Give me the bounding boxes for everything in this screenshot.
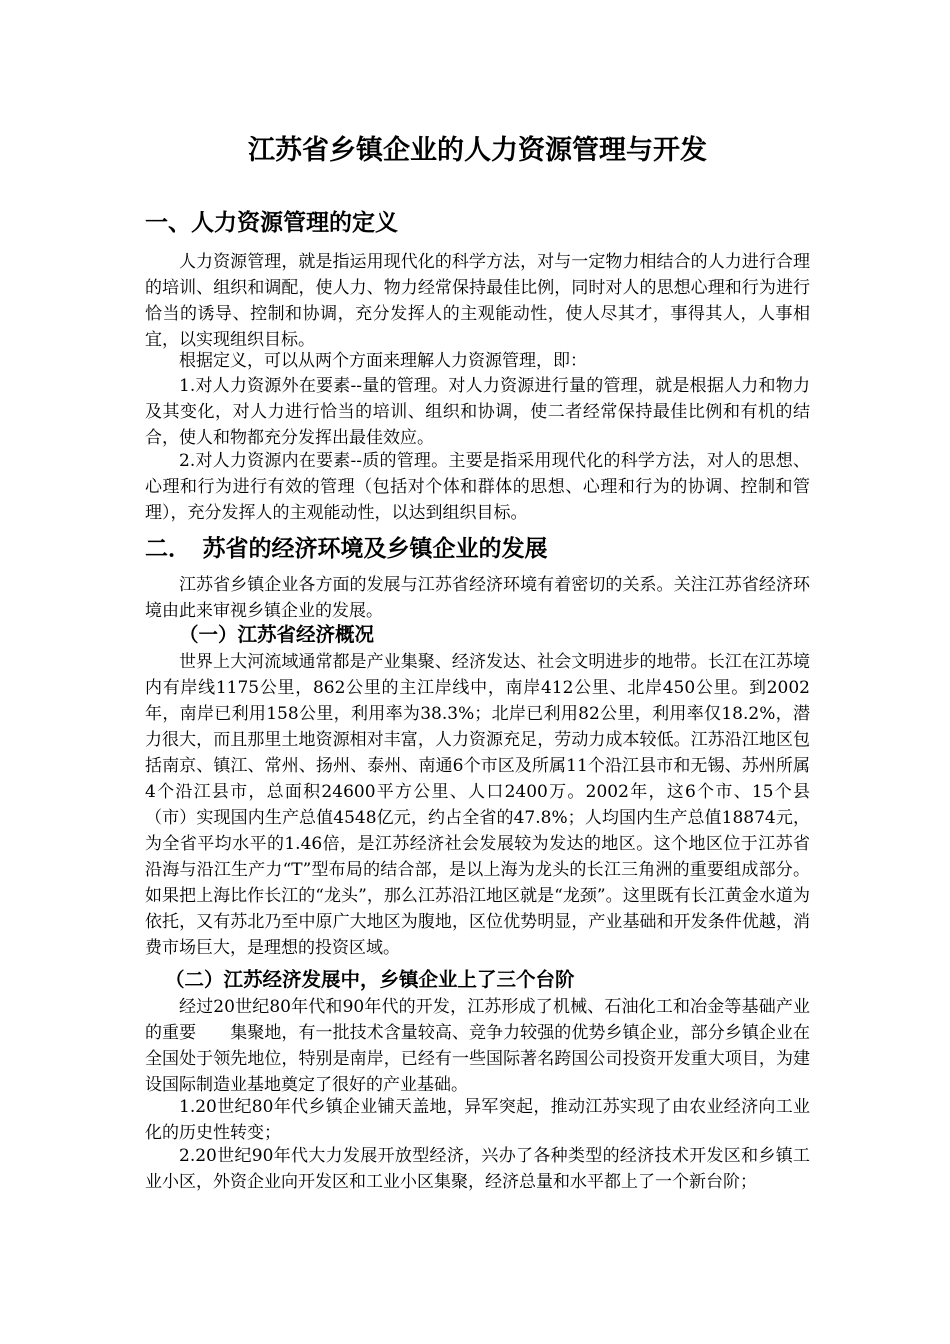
section-1-paragraph-4: 2.对人力资源内在要素--质的管理。主要是指采用现代化的科学方法，对人的思想、心理和行为进行有效的管理（包括对个体和群体的思想、心理和行为的协调、控制和管理），充分发挥人的主观能动性，以达到组织目标。 <box>145 451 810 523</box>
subsection-1-paragraph: 世界上大河流域通常都是产业集聚、经济发达、社会文明进步的地带。长江在江苏境内有岸线1175公里，862公里的主江岸线中，南岸412公里、北岸450公里。到2002年，南岸已利用158公里，利用率为38.3%；北岸已利用82公里，利用率仅18.2%，潜力很大，而且那里土地资源相对丰富，人力资源充足，劳动力成本较低。江苏沿江地区包括南京、镇江、常州、扬州、泰州、南通6个市区及所属11个沿江县市和无锡、苏州所属4个沿江县市，总面积24600平方公里、人口2400万。2002年，这6个市、15个县（市）实现国内生产总值4548亿元，约占全省的47.8%；人均国内生产总值18874元，为全省平均水平的1.46倍，是江苏经济社会发展较为发达的地区。这个地区位于江苏省沿海与沿江生产力“T”型布局的结合部，是以上海为龙头的长江三角洲的重要组成部分。如果把上海比作长江的“龙头”，那么江苏沿江地区就是“龙颈”。这里既有长江黄金水道为依托，又有苏北乃至中原广大地区为腹地，区位优势明显，产业基础和开发条件优越，消费市场巨大，是理想的投资区域。 <box>145 652 810 958</box>
subsection-2-heading: （二）江苏经济发展中，乡镇企业上了三个台阶 <box>165 968 575 991</box>
subsection-1-heading: （一）江苏省经济概况 <box>179 623 375 646</box>
document-title: 江苏省乡镇企业的人力资源管理与开发 <box>248 135 707 166</box>
section-1-paragraph-3: 1.对人力资源外在要素--量的管理。对人力资源进行量的管理，就是根据人力和物力及其变化，对人力进行恰当的培训、组织和协调，使二者经常保持最佳比例和有机的结合，使人和物都充分发挥出最佳效应。 <box>145 376 810 448</box>
subsection-2-paragraph-2: 1.20世纪80年代乡镇企业铺天盖地，异军突起，推动江苏实现了由农业经济向工业化的历史性转变； <box>145 1097 810 1143</box>
section-1-paragraph-2: 根据定义，可以从两个方面来理解人力资源管理，即： <box>179 351 587 371</box>
section-2-heading: 二． 苏省的经济环境及乡镇企业的发展 <box>145 536 548 562</box>
subsection-2-paragraph-1: 经过20世纪80年代和90年代的开发，江苏形成了机械、石油化工和冶金等基础产业的重要 集聚地，有一批技术含量较高、竞争力较强的优势乡镇企业，部分乡镇企业在全国处于领先地位，特别是南岸，已经有一些国际著名跨国公司投资开发重大项目，为建设国际制造业基地奠定了很好的产业基础。 <box>145 997 810 1095</box>
section-1-paragraph-1: 人力资源管理，就是指运用现代化的科学方法，对与一定物力相结合的人力进行合理的培训、组织和调配，使人力、物力经常保持最佳比例，同时对人的思想心理和行为进行恰当的诱导、控制和协调，充分发挥人的主观能动性，使人尽其才，事得其人，人事相宜，以实现组织目标。 <box>145 252 810 350</box>
subsection-2-paragraph-3: 2.20世纪90年代大力发展开放型经济，兴办了各种类型的经济技术开发区和乡镇工业小区，外资企业向开发区和工业小区集聚，经济总量和水平都上了一个新台阶； <box>145 1146 810 1192</box>
section-1-heading: 一、人力资源管理的定义 <box>145 210 398 236</box>
section-2-intro: 江苏省乡镇企业各方面的发展与江苏省经济环境有着密切的关系。关注江苏省经济环境由此来审视乡镇企业的发展。 <box>145 575 810 621</box>
